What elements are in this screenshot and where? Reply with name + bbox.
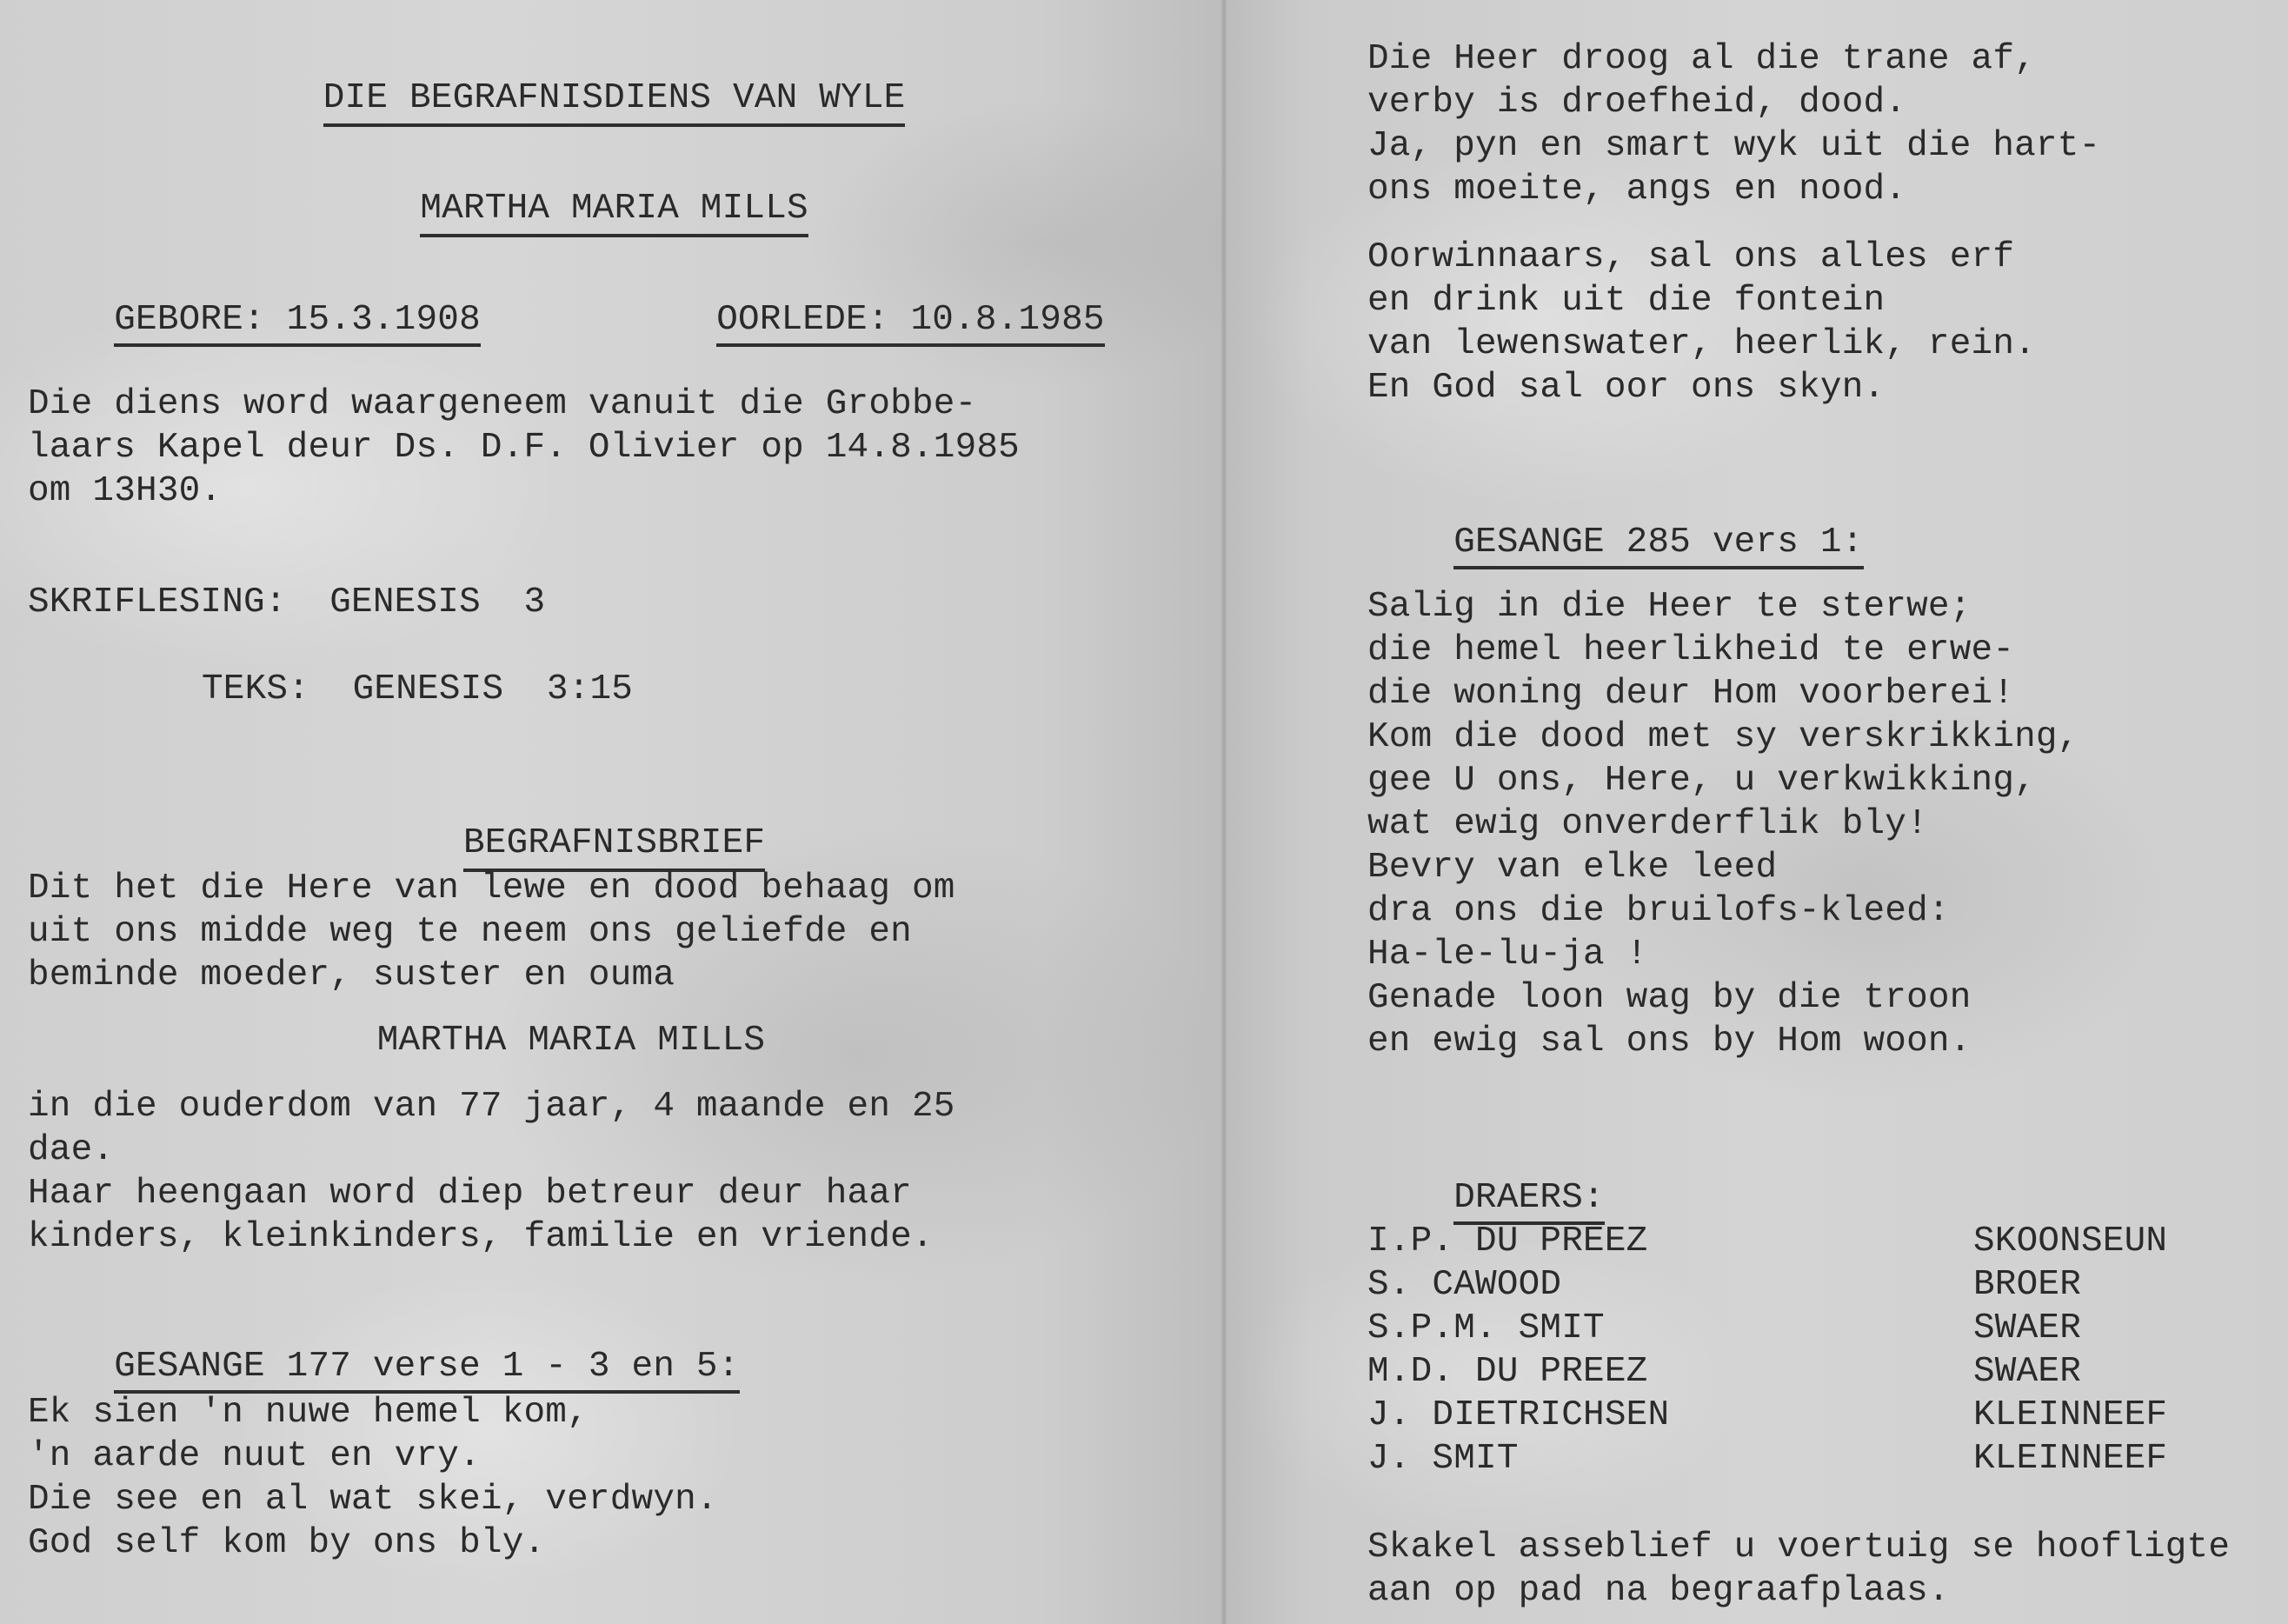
death-date: OORLEDE: 10.8.1985 bbox=[716, 300, 1104, 347]
stanza-line: Ja, pyn en smart wyk uit die hart- bbox=[1367, 126, 2101, 166]
right-page bbox=[1224, 0, 2288, 1624]
stanza-line: En God sal oor ons skyn. bbox=[1367, 368, 1886, 408]
bearer-relation: KLEINNEEF bbox=[1973, 1439, 2168, 1479]
hymn-285-line: en ewig sal ons by Hom woon. bbox=[1367, 1022, 1972, 1062]
hymn-285-line: gee U ons, Here, u verkwikking, bbox=[1367, 761, 2036, 801]
bearer-relation: KLEINNEEF bbox=[1973, 1395, 2168, 1435]
hymn-177-line: God self kom by ons bly. bbox=[28, 1523, 546, 1563]
letter-deceased-name: MARTHA MARIA MILLS bbox=[376, 1021, 766, 1061]
page-fold bbox=[1220, 0, 1227, 1624]
service-details-line: laars Kapel deur Ds. D.F. Olivier op 14.8.1985 bbox=[28, 428, 1020, 468]
bearer-relation: BROER bbox=[1973, 1265, 2082, 1305]
stanza-line: ons moeite, angs en nood. bbox=[1367, 170, 1907, 210]
hymn-285-line: Kom die dood met sy verskrikking, bbox=[1367, 717, 2079, 757]
bearer-name: J. SMIT bbox=[1367, 1439, 1519, 1479]
hymn-285-line: Ha-le-lu-ja ! bbox=[1367, 935, 1648, 975]
hymn-285-line: Genade loon wag by die troon bbox=[1367, 978, 1972, 1018]
bearer-relation: SWAER bbox=[1973, 1308, 2082, 1348]
age-line: in die ouderdom van 77 jaar, 4 maande en 25 bbox=[28, 1087, 955, 1127]
letter-line: beminde moeder, suster en ouma bbox=[28, 955, 675, 995]
bearer-name: J. DIETRICHSEN bbox=[1367, 1395, 1670, 1435]
hymn-285-line: wat ewig onverderflik bly! bbox=[1367, 804, 1928, 844]
stanza-line: verby is droefheid, dood. bbox=[1367, 83, 1907, 123]
hymn-285-line: dra ons die bruilofs-kleed: bbox=[1367, 891, 1950, 931]
hymn-177-line: Die see en al wat skei, verdwyn. bbox=[28, 1480, 718, 1520]
age-line: dae. bbox=[28, 1130, 115, 1170]
stanza-line: van lewenswater, heerlik, rein. bbox=[1367, 324, 2036, 364]
stanza-line: Oorwinnaars, sal ons alles erf bbox=[1367, 237, 2015, 277]
funeral-letter-heading: BEGRAFNISBRIEF bbox=[463, 822, 765, 872]
birth-date: GEBORE: 15.3.1908 bbox=[114, 300, 481, 347]
stanza-line: en drink uit die fontein bbox=[1367, 281, 1886, 321]
bearer-name: S. CAWOOD bbox=[1367, 1265, 1562, 1305]
hymn-285-line: Bevry van elke leed bbox=[1367, 848, 1778, 888]
bearer-name: M.D. DU PREEZ bbox=[1367, 1352, 1648, 1392]
birth-date-line bbox=[28, 255, 481, 385]
age-line: kinders, kleinkinders, familie en vriende. bbox=[28, 1217, 934, 1257]
deceased-name: MARTHA MARIA MILLS bbox=[420, 187, 808, 237]
hymn-177-line: Ek sien 'n nuwe hemel kom, bbox=[28, 1393, 589, 1433]
bearer-name: I.P. DU PREEZ bbox=[1367, 1221, 1648, 1261]
stanza-line: Die Heer droog al die trane af, bbox=[1367, 39, 2036, 79]
service-details-line: om 13H30. bbox=[28, 471, 223, 511]
letter-line: uit ons midde weg te neem ons geliefde en bbox=[28, 912, 912, 952]
age-line: Haar heengaan word diep betreur deur haar bbox=[28, 1174, 912, 1214]
service-title: DIE BEGRAFNISDIENS VAN WYLE bbox=[323, 77, 906, 127]
letter-line: Dit het die Here van lewe en dood behaag om bbox=[28, 869, 955, 909]
bearer-relation: SWAER bbox=[1973, 1352, 2082, 1392]
death-date-line bbox=[630, 255, 1105, 385]
service-details-line: Die diens word waargeneem vanuit die Grobbe- bbox=[28, 384, 977, 424]
hymn-177-heading: GESANGE 177 verse 1 - 3 en 5: bbox=[114, 1347, 739, 1394]
closing-line: Skakel asseblief u voertuig se hoofligte bbox=[1367, 1527, 2231, 1567]
scripture-reading: SKRIFLESING: GENESIS 3 bbox=[28, 582, 546, 622]
hymn-285-line: die woning deur Hom voorberei! bbox=[1367, 674, 2015, 714]
bearer-relation: SKOONSEUN bbox=[1973, 1221, 2168, 1261]
hymn-285-line: die hemel heerlikheid te erwe- bbox=[1367, 630, 2015, 670]
hymn-285-heading: GESANGE 285 vers 1: bbox=[1453, 522, 1863, 569]
bearers-heading: DRAERS: bbox=[1453, 1178, 1605, 1225]
sermon-text: TEKS: GENESIS 3:15 bbox=[202, 669, 634, 709]
hymn-285-line: Salig in die Heer te sterwe; bbox=[1367, 587, 1972, 627]
closing-line: aan op pad na begraafplaas. bbox=[1367, 1571, 1950, 1611]
bearer-name: S.P.M. SMIT bbox=[1367, 1308, 1605, 1348]
hymn-177-line: 'n aarde nuut en vry. bbox=[28, 1436, 481, 1476]
